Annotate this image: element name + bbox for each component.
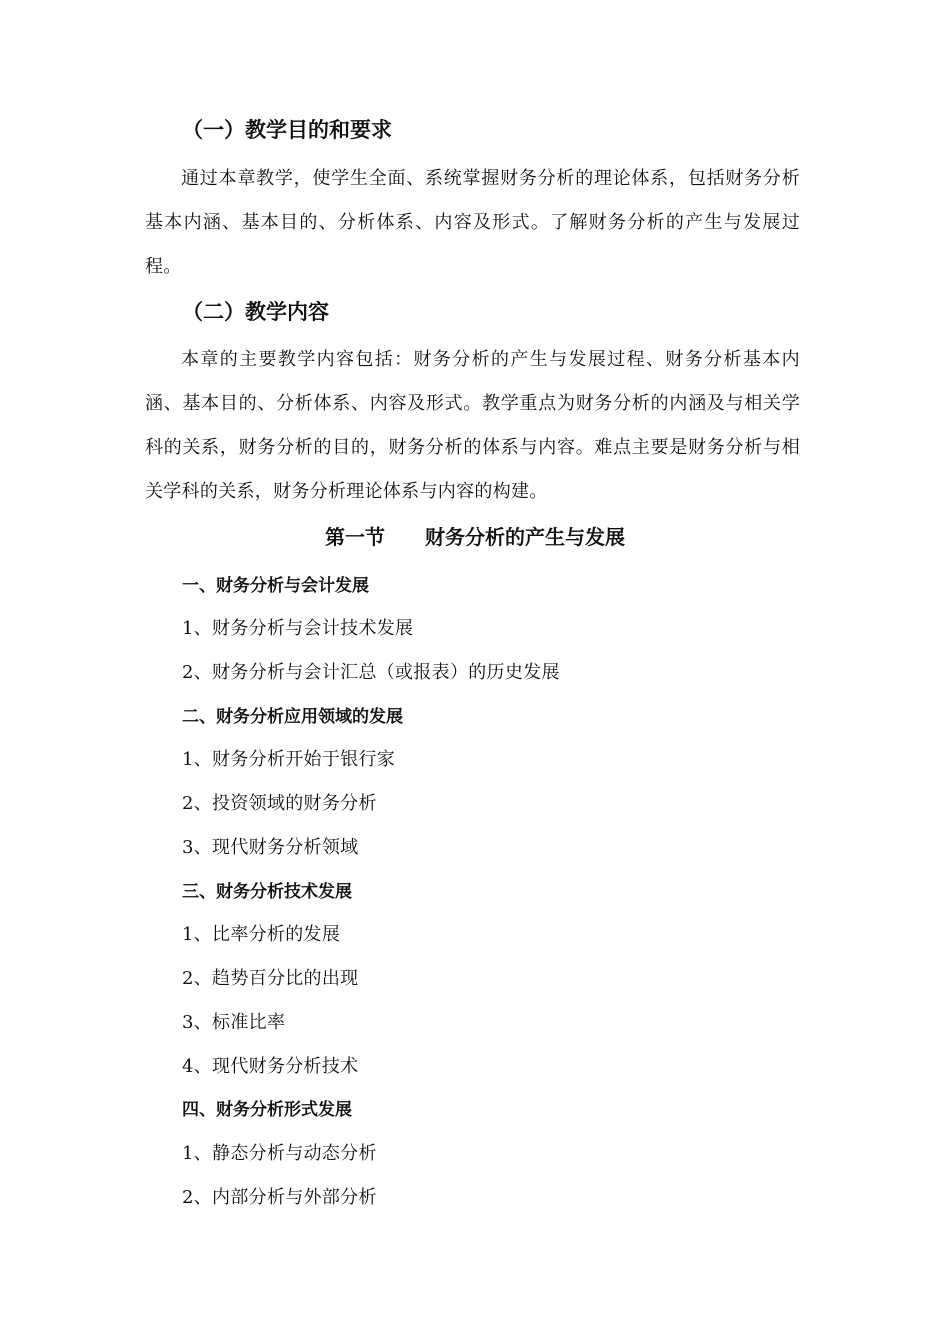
subsection-title: 一、财务分析与会计发展 bbox=[182, 576, 369, 596]
list-item: 4、现代财务分析技术 bbox=[182, 1056, 359, 1077]
list-item: 3、标准比率 bbox=[182, 1012, 286, 1033]
list-item: 2、趋势百分比的出现 bbox=[182, 968, 359, 989]
list-item: 2、内部分析与外部分析 bbox=[182, 1187, 377, 1208]
subsection-title: 二、财务分析应用领域的发展 bbox=[182, 707, 403, 727]
list-item: 2、财务分析与会计汇总（或报表）的历史发展 bbox=[182, 662, 560, 683]
list-item: 2、投资领域的财务分析 bbox=[182, 793, 377, 814]
heading-teaching-goal: （一）教学目的和要求 bbox=[182, 118, 392, 142]
goal-paragraph: 通过本章教学，使学生全面、系统掌握财务分析的理论体系，包括财务分析基本内涵、基本目的、分析体系、内容及形式。了解财务分析的产生与发展过程。 bbox=[145, 168, 800, 277]
heading-teaching-content: （二）教学内容 bbox=[182, 300, 329, 324]
section-title: 第一节 财务分析的产生与发展 bbox=[325, 525, 625, 549]
list-item: 1、财务分析开始于银行家 bbox=[182, 749, 396, 770]
subsection-title: 三、财务分析技术发展 bbox=[182, 882, 352, 902]
content-paragraph: 本章的主要教学内容包括：财务分析的产生与发展过程、财务分析基本内涵、基本目的、分析体系、内容及形式。教学重点为财务分析的内涵及与相关学科的关系，财务分析的目的，财务分析的体系与内容。难点主要是财务分析与相关学科的关系，财务分析理论体系与内容的构建。 bbox=[145, 349, 800, 502]
list-item: 1、静态分析与动态分析 bbox=[182, 1143, 377, 1164]
subsection-title: 四、财务分析形式发展 bbox=[182, 1100, 352, 1120]
list-item: 1、比率分析的发展 bbox=[182, 924, 341, 945]
list-item: 3、现代财务分析领域 bbox=[182, 837, 359, 858]
list-item: 1、财务分析与会计技术发展 bbox=[182, 618, 414, 639]
